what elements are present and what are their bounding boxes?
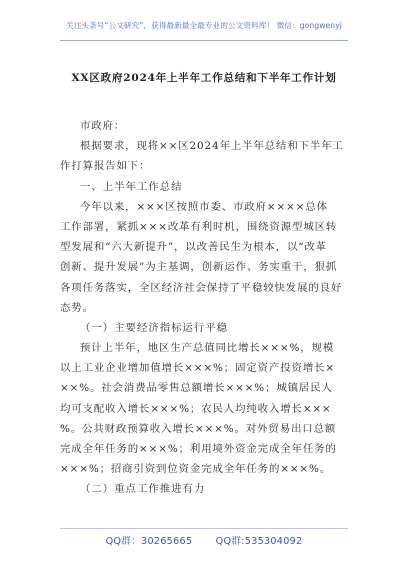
paragraph-line: 预计上半年，地区生产总值同比增长×××%，规模 [80,342,335,355]
paragraph-line: 工作部署，紧抓×××改革有利时机，围绕资源型城区转 [60,220,338,233]
paragraph-line: 均可支配收入增长×××%；农民人均纯收入增长××× [60,402,332,415]
section-heading: 一、上半年工作总结 [80,180,183,193]
footer-contacts [0,533,408,547]
qq-group-1: QQ群：30265665 [105,536,193,547]
paragraph-line: 各项任务落实，全区经济社会保持了平稳较快发展的良好 [60,281,343,294]
paragraph-line: 态势。 [60,301,94,314]
footer-divider [60,528,348,529]
paragraph-line: %。公共财政预算收入增长×××%。对外贸易出口总额 [60,422,337,435]
intro-line: 根据要求，现将××区2024年上半年总结和下半年工 [80,140,344,153]
paragraph-line: ××%。社会消费品零售总额增长×××%；城镇居民人 [60,382,333,395]
subsection-heading: （一）主要经济指标运行平稳 [80,321,229,334]
paragraph-line: 创新、提升发展”为主基调，创新运作、务实重干，狠抓 [60,261,338,274]
intro-line: 作打算报告如下： [60,160,151,173]
paragraph-line: ×××%；招商引资到位资金完成全年任务的×××%。 [60,463,332,476]
document-title: XX区政府2024年上半年工作总结和下半年工作计划 [71,72,337,84]
document-body [60,116,350,500]
qq-group-2: QQ群:535304092 [215,536,303,547]
subsection-heading: （二）重点工作推进有力 [80,483,206,496]
header-notice: 关注头条号“公文研究”，获得最新最全最专业的公文资料库！ 微信：gongwenyj [66,21,342,30]
paragraph-line: 完成全年任务的×××%；利用境外资金完成全年任务的 [60,443,337,455]
header-divider [60,40,348,41]
salutation: 市政府： [80,120,126,132]
paragraph-line: 今年以来，×××区按照市委、市政府××××总体 [80,200,328,213]
paragraph-line: 型发展和“六大新提升”，以改善民生为根本，以“改革 [60,241,328,254]
paragraph-line: 以上工业企业增加值增长×××%；固定资产投资增长× [60,362,336,375]
